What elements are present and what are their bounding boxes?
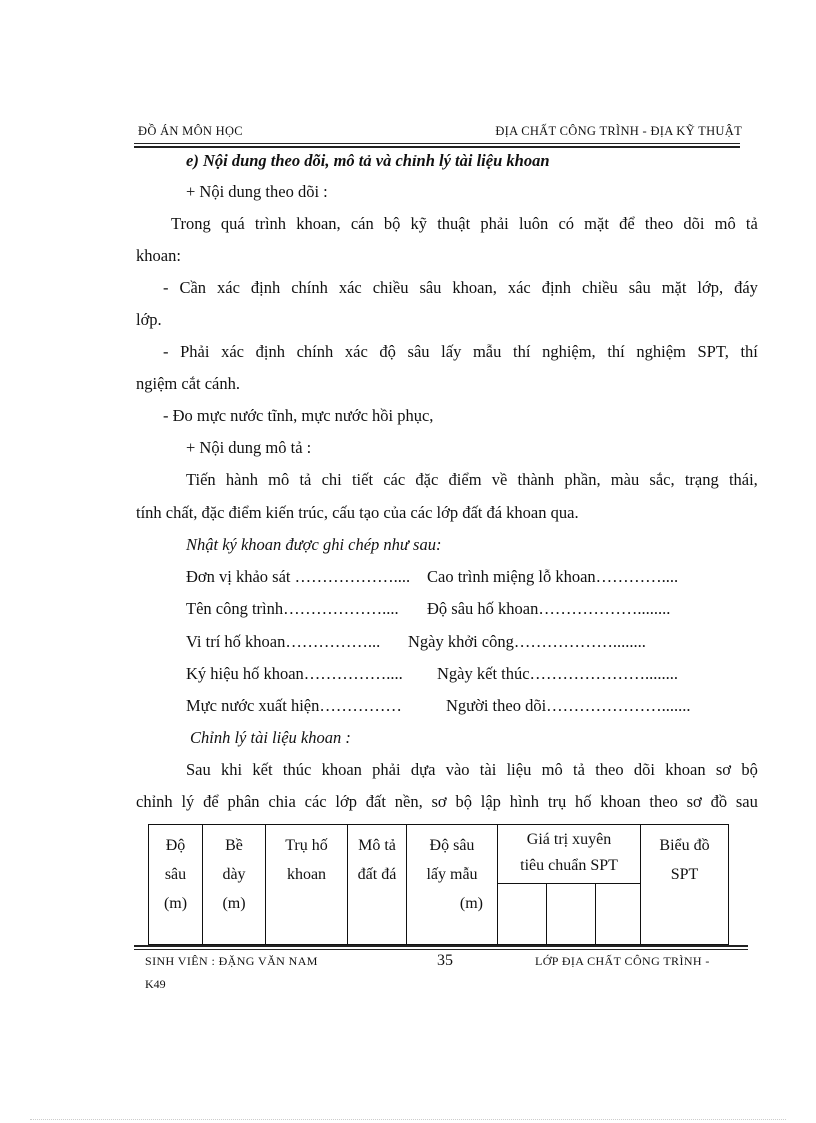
header-line: (m) [222, 895, 246, 912]
paragraph-1-line-1 [171, 214, 758, 234]
word: nền, [394, 792, 423, 811]
log-field-left: Ký hiệu hố khoan…………….... [186, 664, 403, 683]
column-header-spt-chart [641, 825, 729, 945]
paragraph-2-line-2: tính chất, đặc điểm kiến trúc, cấu tạo của các lớp đất đá khoan qua. [136, 503, 579, 522]
footer-class: LỚP ĐỊA CHẤT CÔNG TRÌNH - [535, 954, 710, 968]
header-line: Giá trị xuyên [526, 831, 612, 848]
word: trụ [547, 792, 567, 811]
column-header-description [348, 825, 407, 945]
borehole-log-table [148, 824, 729, 945]
log-field-right: Cao trình miệng lỗ khoan………….... [427, 567, 679, 586]
word: phần, [564, 470, 601, 489]
word: về [491, 470, 508, 489]
word: dõi [633, 760, 655, 779]
word: để [203, 792, 219, 811]
word: tiết [351, 470, 374, 489]
word: chiều [582, 278, 618, 297]
header-line: Trụ hố [285, 837, 328, 854]
word: khoan [600, 792, 641, 811]
header-line: dày [222, 866, 246, 883]
word: Tiến [186, 470, 216, 489]
word: bộ [455, 792, 472, 811]
word: lớp [335, 792, 357, 811]
word: định [250, 278, 281, 297]
word: chính [296, 342, 334, 361]
header-rule-thin [134, 143, 740, 144]
word: mô [541, 760, 563, 779]
paragraph-3-line-2 [136, 792, 758, 812]
column-header-depth [149, 825, 203, 945]
word: luôn [518, 214, 549, 233]
word: khoan, [296, 214, 341, 233]
word: Cần [179, 278, 207, 297]
word: đồ [710, 792, 728, 811]
word: khi [221, 760, 243, 779]
word: - [163, 342, 169, 361]
subheading-monitoring: + Nội dung theo dõi : [186, 182, 328, 201]
word: đáy [734, 278, 758, 297]
word: xác [338, 278, 362, 297]
word: theo [595, 760, 624, 779]
column-header-thickness [203, 825, 266, 945]
word: Sau [186, 760, 211, 779]
header-line: Bề [225, 837, 243, 854]
word: lý [181, 792, 195, 811]
word: khoan [321, 760, 362, 779]
word: nghiệm, [542, 342, 596, 361]
word: chỉnh [136, 792, 173, 811]
header-left: ĐỒ ÁN MÔN HỌC [138, 124, 243, 138]
word: cán [350, 214, 374, 233]
word: xác [221, 342, 244, 361]
word: sâu [628, 278, 651, 297]
word: sâu [419, 278, 442, 297]
spt-subcell [547, 883, 596, 944]
word: tài [479, 760, 497, 779]
word: xác [344, 342, 368, 361]
word: các [304, 792, 327, 811]
word: lập [480, 792, 501, 811]
header-line: (m) [459, 895, 483, 912]
word: mẫu [472, 342, 502, 361]
header-rule-thick [134, 146, 740, 148]
log-field-left: Vi trí hố khoan……………... [186, 632, 381, 651]
word: nghiệm [636, 342, 686, 361]
word: tả [745, 214, 758, 233]
bullet-2-line-1 [163, 342, 758, 362]
word: thuật [437, 214, 471, 233]
header-line: SPT [670, 866, 699, 883]
word: thí [513, 342, 531, 361]
column-header-borehole-column [266, 825, 348, 945]
subheading-description: + Nội dung mô tả : [186, 438, 312, 457]
header-line: Biểu đồ [659, 837, 710, 854]
word: khoan, [452, 278, 497, 297]
word: theo [649, 792, 678, 811]
word: sắc, [649, 470, 675, 489]
footer-student: SINH VIÊN : ĐẶNG VĂN NAM [145, 954, 318, 968]
header-line: Mô tả [358, 837, 396, 854]
word: chính [291, 278, 328, 297]
word: sau [735, 792, 758, 811]
paragraph-2-line-1 [186, 470, 758, 490]
word: sâu [407, 342, 430, 361]
word: định [255, 342, 285, 361]
column-header-spt-value [498, 825, 641, 884]
log-field-left: Mực nước xuất hiện…………… [186, 696, 402, 715]
word: bộ [741, 760, 758, 779]
word: liệu [506, 760, 532, 779]
word: độ [379, 342, 396, 361]
column-header-sample-depth [407, 825, 498, 945]
word: định [541, 278, 572, 297]
word: để [619, 214, 635, 233]
word: trạng [684, 470, 719, 489]
word: trình [254, 214, 287, 233]
word: phải [372, 760, 401, 779]
word: - [163, 278, 169, 297]
word: kết [252, 760, 273, 779]
word: SPT, [697, 342, 729, 361]
word: sơ [431, 792, 447, 811]
header-line: Độ sâu [429, 837, 475, 854]
word: sơ [715, 760, 732, 779]
word: hố [575, 792, 592, 811]
spt-subcell [498, 883, 547, 944]
word: lớp, [697, 278, 724, 297]
log-field-right: Ngày kết thúc…………………........ [437, 664, 679, 683]
log-field-left: Tên công trình……………….... [186, 599, 399, 618]
header-line: sâu [164, 866, 187, 883]
process-title: Chỉnh lý tài liệu khoan : [190, 728, 351, 747]
word: thái, [728, 470, 758, 489]
header-line: khoan [286, 866, 327, 883]
log-field-right: Người theo dõi…………………....... [446, 696, 691, 715]
word: lấy [441, 342, 462, 361]
word: xác [217, 278, 240, 297]
word: thúc [282, 760, 312, 779]
word: thí [607, 342, 625, 361]
header-line: đất đá [357, 866, 397, 883]
footer-rule-thin [134, 949, 748, 950]
log-field-right: Độ sâu hố khoan………………........ [427, 599, 671, 618]
word: điểm [448, 470, 482, 489]
word: màu [610, 470, 640, 489]
word: mặt [584, 214, 609, 233]
word: chiều [372, 278, 409, 297]
header-right: ĐỊA CHẤT CÔNG TRÌNH - ĐỊA KỸ THUẬT [495, 124, 742, 138]
header-line: (m) [163, 895, 188, 912]
log-field-right: Ngày khởi công………………........ [408, 632, 646, 651]
word: chia [268, 792, 296, 811]
word: tả [572, 760, 585, 779]
word: thí [740, 342, 758, 361]
word: sơ [686, 792, 702, 811]
word: vào [445, 760, 470, 779]
word: chi [321, 470, 342, 489]
word: phải [480, 214, 509, 233]
header-line: Độ [165, 837, 186, 854]
page-bottom-divider [30, 1119, 786, 1120]
word: dựa [410, 760, 436, 779]
bullet-1-line-2: lớp. [136, 310, 162, 329]
spt-subcell [596, 883, 641, 944]
log-field-left: Đơn vị khảo sát ……………….... [186, 567, 411, 586]
word: tả [299, 470, 312, 489]
word: Phải [180, 342, 210, 361]
word: đất [365, 792, 386, 811]
footer-rule-thick [134, 945, 748, 947]
word: theo [644, 214, 674, 233]
paragraph-1-line-2: khoan: [136, 246, 181, 265]
log-title: Nhật ký khoan được ghi chép như sau: [186, 535, 442, 554]
word: bộ [383, 214, 401, 233]
word: đặc [415, 470, 439, 489]
header-line: lấy mẫu [426, 866, 478, 883]
word: có [558, 214, 575, 233]
word: thành [517, 470, 555, 489]
bullet-3: - Đo mực nước tĩnh, mực nước hồi phục, [163, 406, 434, 425]
word: khoan [665, 760, 706, 779]
word: hành [225, 470, 258, 489]
footer-class-continuation: K49 [145, 977, 166, 991]
word: mô [714, 214, 736, 233]
word: mặt [661, 278, 687, 297]
word: phân [227, 792, 260, 811]
word: kỹ [410, 214, 428, 233]
word: các [383, 470, 406, 489]
word: Trong [171, 214, 211, 233]
word: quá [220, 214, 245, 233]
word: mô [268, 470, 290, 489]
footer-page-number: 35 [437, 952, 453, 969]
bullet-1-line-1 [163, 278, 758, 298]
section-title: e) Nội dung theo dõi, mô tả và chỉnh lý tài liệu khoan [186, 151, 550, 170]
bullet-2-line-2: ngiệm cắt cánh. [136, 374, 240, 393]
word: hình [509, 792, 540, 811]
header-line: tiêu chuẩn SPT [520, 857, 618, 874]
paragraph-3-line-1 [186, 760, 758, 780]
word: xác [507, 278, 531, 297]
word: dõi [683, 214, 705, 233]
